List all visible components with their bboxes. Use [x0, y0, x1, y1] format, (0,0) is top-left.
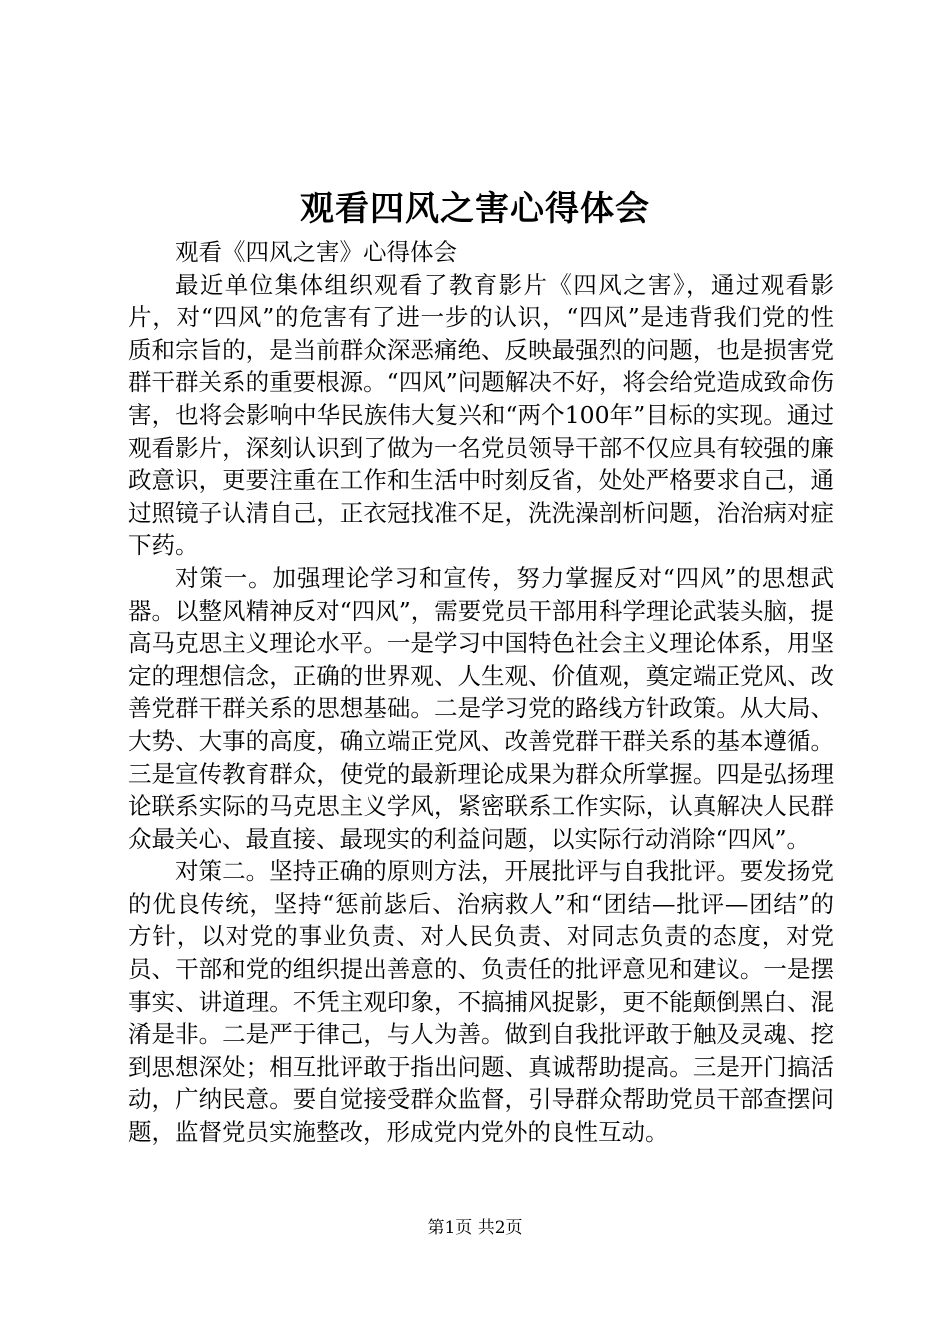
- body-paragraph: 对策一。加强理论学习和宣传，努力掌握反对“四风”的思想武器。以整风精神反对“四风”，需要党员干部用科学理论武装头脑，提高马克思主义理论水平。一是学习中国特色社会主义理论体系，用坚定的理想信念，正确的世界观、人生观、价值观，奠定端正党风、改善党群干群关系的思想基础。二是学习党的路线方针政策。从大局、大势、大事的高度，确立端正党风、改善党群干群关系的基本遵循。三是宣传教育群众，使党的最新理论成果为群众所掌握。四是弘扬理论联系实际的马克思主义学风，紧密联系工作实际，认真解决人民群众最关心、最直接、最现实的利益问题，以实际行动消除“四风”。: [128, 563, 834, 853]
- document-title: 观看四风之害心得体会: [300, 189, 650, 229]
- document-body: [128, 236, 834, 1149]
- page-number-footer: 第1页 共2页: [427, 1218, 523, 1238]
- body-paragraph: 对策二。坚持正确的原则方法，开展批评与自我批评。要发扬党的优良传统，坚持“惩前毖后、治病救人”和“团结—批评—团结”的方针，以对党的事业负责、对人民负责、对同志负责的态度，对党员、干部和党的组织提出善意的、负责任的批评意见和建议。一是摆事实、讲道理。不凭主观印象，不搞捕风捉影，更不能颠倒黑白、混淆是非。二是严于律己，与人为善。做到自我批评敢于触及灵魂、挖到思想深处；相互批评敢于指出问题、真诚帮助提高。三是开门搞活动，广纳民意。要自觉接受群众监督，引导群众帮助党员干部查摆问题，监督党员实施整改，形成党内党外的良性互动。: [128, 857, 834, 1147]
- body-paragraph: 最近单位集体组织观看了教育影片《四风之害》，通过观看影片，对“四风”的危害有了进一步的认识，“四风”是违背我们党的性质和宗旨的，是当前群众深恶痛绝、反映最强烈的问题，也是损害党群干群关系的重要根源。“四风”问题解决不好，将会给党造成致命伤害，也将会影响中华民族伟大复兴和“两个100年”目标的实现。通过观看影片，深刻认识到了做为一名党员领导干部不仅应具有较强的廉政意识，更要注重在工作和生活中时刻反省，处处严格要求自己，通过照镜子认清自己，正衣冠找准不足，洗洗澡剖析问题，治治病对症下药。: [128, 270, 834, 560]
- subtitle-paragraph: 观看《四风之害》心得体会: [175, 238, 457, 266]
